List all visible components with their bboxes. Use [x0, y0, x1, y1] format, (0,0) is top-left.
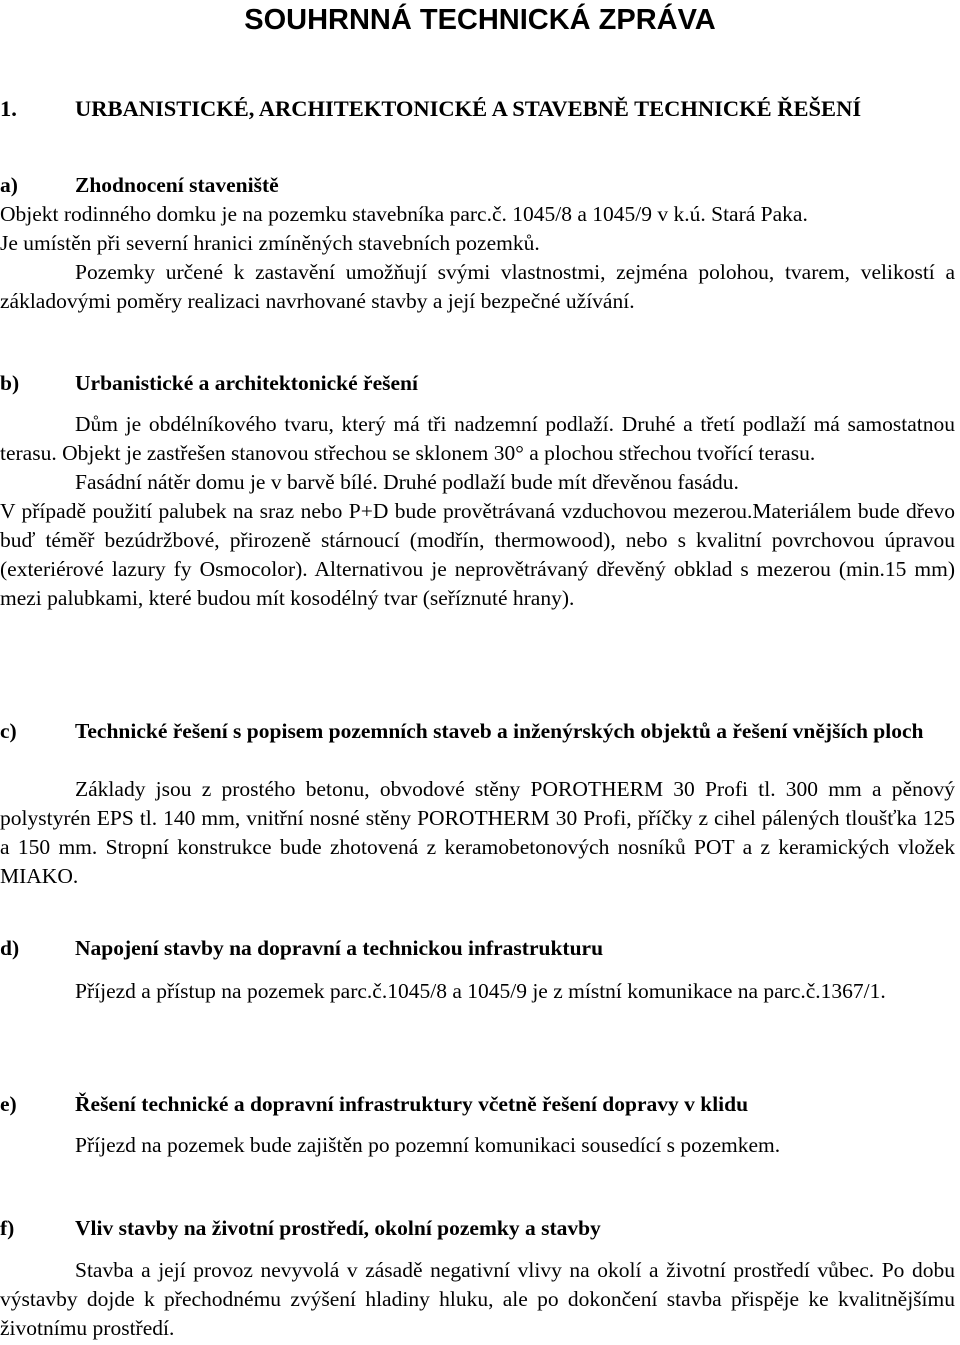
section-c-paragraph: Základy jsou z prostého betonu, obvodové stěny POROTHERM 30 Profi tl. 300 mm a pěnový polystyrén EPS tl. 140 mm, vnitřní nosné stěny POROTHERM 30 Profi, příčky z cihel pálených tloušťka 125 a 150 mm. Stropní konstrukce bude zhotovená z keramobetonových nosníků POT a z keramických vložek MIAKO. — [0, 777, 955, 888]
section-b-paragraph-1: Dům je obdélníkového tvaru, který má tři nadzemní podlaží. Druhé a třetí podlaží má samostatnou terasu. Objekt je zastřešen stanovou střechou se sklonem 30° a plochou střechou tvořící terasu. — [0, 412, 955, 465]
section-1-number: 1. — [0, 96, 17, 121]
section-a-paragraph: Pozemky určené k zastavění umožňují svými vlastnostmi, zejména polohou, tvarem, velikostí a základovými poměry realizaci navrhované stavby a její bezpečné užívání. — [0, 260, 955, 313]
section-f-paragraph: Stavba a její provoz nevyvolá v zásadě negativní vlivy na okolí a životní prostředí vůbec. Po dobu výstavby dojde k přechodnému zvýšení hladiny hluku, ale po dokončení stavba přispěje ke kvalitnějšímu životnímu prostředí. — [0, 1258, 955, 1340]
section-f-label: f) — [0, 1216, 15, 1240]
section-b-title: Urbanistické a architektonické řešení — [75, 371, 418, 395]
section-a-label: a) — [0, 173, 18, 197]
section-c-heading — [0, 717, 955, 746]
section-d-body — [0, 977, 955, 1006]
section-a-line-2: Je umístěn při severní hranici zmíněných stavebních pozemků. — [0, 231, 540, 255]
section-e-body — [0, 1131, 955, 1160]
section-d-heading — [0, 934, 955, 963]
section-a-line-1: Objekt rodinného domku je na pozemku stavebníka parc.č. 1045/8 a 1045/9 v k.ú. Stará Paka. — [0, 202, 808, 226]
section-d-title: Napojení stavby na dopravní a technickou infrastrukturu — [75, 936, 604, 960]
section-d-label: d) — [0, 936, 20, 960]
section-a-heading — [0, 171, 955, 200]
section-f-title: Vliv stavby na životní prostředí, okolní pozemky a stavby — [75, 1216, 601, 1240]
section-d-paragraph: Příjezd a přístup na pozemek parc.č.1045/8 a 1045/9 je z místní komunikace na parc.č.1367/1. — [75, 979, 886, 1003]
section-e-title: Řešení technické a dopravní infrastruktury včetně řešení dopravy v klidu — [75, 1092, 749, 1116]
section-c-label: c) — [0, 719, 17, 743]
section-e-paragraph: Příjezd na pozemek bude zajištěn po pozemní komunikaci sousedící s pozemkem. — [75, 1133, 781, 1157]
section-b — [0, 369, 955, 398]
section-b-heading — [0, 369, 955, 398]
section-1-title: URBANISTICKÉ, ARCHITEKTONICKÉ A STAVEBNĚ TECHNICKÉ ŘEŠENÍ — [75, 96, 862, 121]
section-a — [0, 171, 955, 316]
section-f-body — [0, 1256, 955, 1343]
section-e — [0, 1090, 955, 1119]
section-b-paragraph-3: V případě použití palubek na sraz nebo P+D bude provětrávaná vzduchovou mezerou.Materiálem bude dřevo buď téměř bezúdržbové, přirozeně stárnoucí (modřín, thermowood), nebo s kvalitní povrchovou úpravou (exteriérové lazury fy Osmocolor). Alternativou je neprovětrávaný dřevěný obklad s mezerou (min.15 mm) mezi palubkami, které budou mít kosodélný tvar (seříznuté hrany). — [0, 499, 955, 610]
section-e-heading — [0, 1090, 955, 1119]
section-b-paragraph-2: Fasádní nátěr domu je v barvě bílé. Druhé podlaží bude mít dřevěnou fasádu. — [75, 470, 739, 494]
section-e-label: e) — [0, 1092, 17, 1116]
section-a-title: Zhodnocení staveniště — [75, 173, 279, 197]
section-b-body — [0, 410, 955, 613]
section-d — [0, 934, 955, 963]
section-1-heading — [0, 94, 955, 124]
section-c-title: Technické řešení s popisem pozemních staveb a inženýrských objektů a řešení vnějších ploch — [75, 719, 924, 743]
document-title: SOUHRNNÁ TECHNICKÁ ZPRÁVA — [244, 4, 716, 36]
section-f-heading — [0, 1214, 955, 1243]
section-f — [0, 1214, 955, 1243]
section-c-body — [0, 775, 955, 891]
section-b-label: b) — [0, 371, 20, 395]
